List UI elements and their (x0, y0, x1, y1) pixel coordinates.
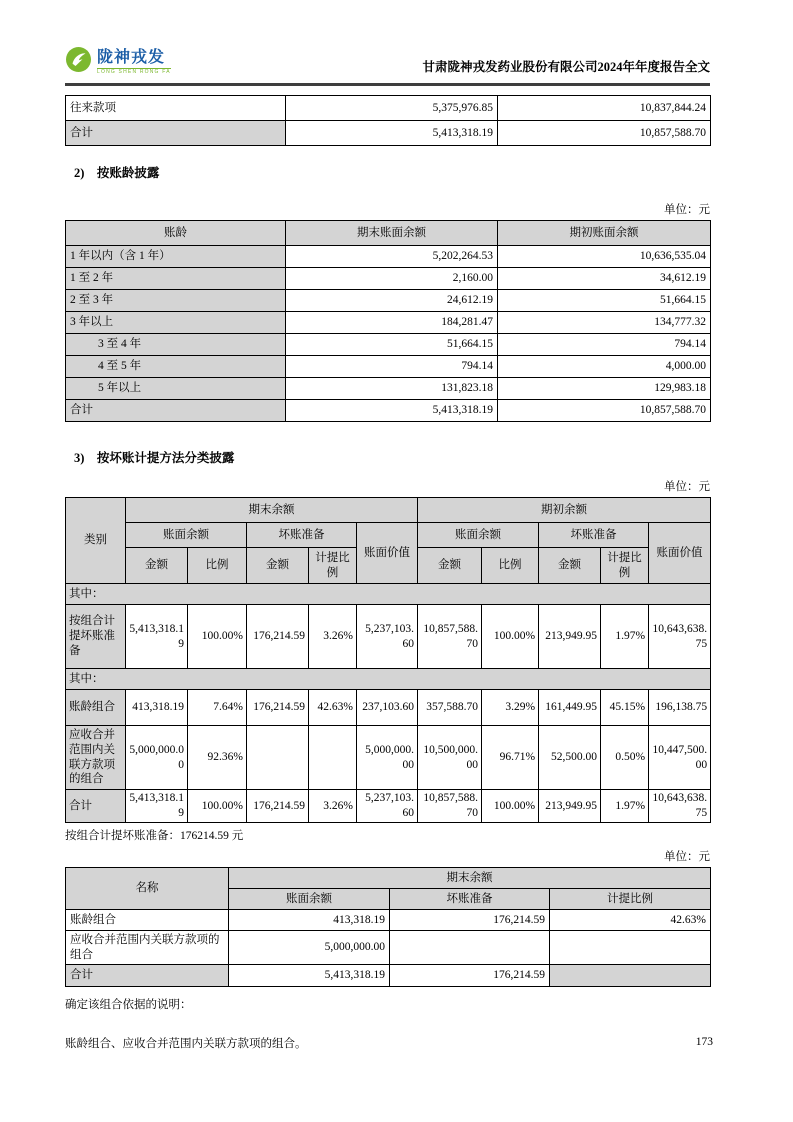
column-header: 期末账面余额 (286, 221, 498, 246)
row-label: 账龄组合 (66, 690, 126, 726)
table-row (66, 378, 711, 400)
cell-begin-balance: 10,857,588.70 (498, 121, 711, 146)
cell-value: 5,000,000.00 (229, 931, 390, 965)
row-label: 1 年以内（含 1 年） (66, 246, 286, 268)
table-header-row (66, 523, 711, 548)
cell-value: 10,500,000.00 (418, 726, 482, 790)
table-header-row (66, 221, 711, 246)
cell-value: 100.00% (482, 605, 539, 669)
column-header: 账龄 (66, 221, 286, 246)
section-heading-method: 3) 按坏账计提方法分类披露 (74, 451, 235, 465)
row-label: 3 年以上 (66, 312, 286, 334)
row-label: 合计 (66, 400, 286, 422)
header-divider (65, 83, 710, 86)
row-label: 往来款项 (66, 96, 286, 121)
cell-value: 5,237,103.60 (357, 605, 418, 669)
table-row (66, 312, 711, 334)
logo-company-name-en: LONG SHEN RONG FA (97, 68, 171, 75)
payables-table (65, 95, 711, 146)
cell-value: 5,000,000.00 (126, 726, 188, 790)
row-label: 2 至 3 年 (66, 290, 286, 312)
column-header-begin-group: 期初余额 (418, 498, 711, 523)
cell-value: 1.97% (601, 790, 649, 823)
row-label: 合计 (66, 790, 126, 823)
cell-value: 5,237,103.60 (357, 790, 418, 823)
portfolio-basis-title: 确定该组合依据的说明： (65, 999, 192, 1011)
cell-begin-balance: 10,636,535.04 (498, 246, 711, 268)
company-logo (65, 46, 171, 78)
table-row (66, 268, 711, 290)
logo-company-name: 陇神戎发 (97, 48, 166, 66)
table-row (66, 931, 711, 965)
cell-value: 42.63% (309, 690, 357, 726)
column-header: 账面余额 (229, 889, 390, 910)
unit-label: 单位：元 (664, 481, 710, 493)
unit-label: 单位：元 (664, 851, 710, 863)
cell-begin-balance: 51,664.15 (498, 290, 711, 312)
cell-value: 10,857,588.70 (418, 605, 482, 669)
column-header-end-group: 期末余额 (126, 498, 418, 523)
table-row (66, 290, 711, 312)
table-row (66, 605, 711, 669)
cell-end-balance: 5,375,976.85 (286, 96, 498, 121)
provision-note: 按组合计提坏账准备：176214.59 元 (65, 830, 244, 842)
row-label: 1 至 2 年 (66, 268, 286, 290)
cell-value: 357,588.70 (418, 690, 482, 726)
cell-end-balance: 2,160.00 (286, 268, 498, 290)
logo-text-block (97, 50, 171, 75)
cell-value (550, 931, 711, 965)
cell-value: 96.71% (482, 726, 539, 790)
row-label: 5 年以上 (66, 378, 286, 400)
page-number: 173 (695, 1036, 713, 1048)
aging-table (65, 220, 711, 422)
cell-value: 213,949.95 (539, 790, 601, 823)
column-header: 坏账准备 (247, 523, 357, 548)
among-label: 其中： (66, 584, 711, 605)
column-header: 金额 (247, 548, 309, 584)
column-header: 金额 (126, 548, 188, 584)
cell-value: 413,318.19 (229, 910, 390, 931)
cell-begin-balance: 129,983.18 (498, 378, 711, 400)
cell-value: 5,413,318.19 (126, 605, 188, 669)
cell-value: 3.26% (309, 605, 357, 669)
among-label: 其中： (66, 669, 711, 690)
report-title: 甘肃陇神戎发药业股份有限公司2024年年度报告全文 (422, 60, 710, 74)
cell-value: 42.63% (550, 910, 711, 931)
column-header: 计提比例 (309, 548, 357, 584)
cell-value: 10,857,588.70 (418, 790, 482, 823)
table-row (66, 356, 711, 378)
row-label: 应收合并范围内关联方款项的组合 (66, 931, 229, 965)
column-header: 金额 (418, 548, 482, 584)
logo-bird-icon (65, 46, 92, 78)
cell-value: 0.50% (601, 726, 649, 790)
table-row-total (66, 965, 711, 987)
column-header: 账面价值 (649, 523, 711, 584)
cell-value: 1.97% (601, 605, 649, 669)
cell-begin-balance: 134,777.32 (498, 312, 711, 334)
table-row-total (66, 790, 711, 823)
table-row (66, 334, 711, 356)
table-row-total (66, 400, 711, 422)
cell-value: 100.00% (482, 790, 539, 823)
cell-value: 10,447,500.00 (649, 726, 711, 790)
row-label: 应收合并范围内关联方款项的组合 (66, 726, 126, 790)
unit-label: 单位：元 (664, 204, 710, 216)
page-header (65, 0, 710, 78)
cell-value: 100.00% (188, 605, 247, 669)
cell-begin-balance: 10,837,844.24 (498, 96, 711, 121)
cell-value: 413,318.19 (126, 690, 188, 726)
row-label: 合计 (66, 121, 286, 146)
table-header-row (66, 868, 711, 889)
cell-value: 237,103.60 (357, 690, 418, 726)
table-header-row (66, 498, 711, 523)
cell-value (309, 726, 357, 790)
column-header: 坏账准备 (390, 889, 550, 910)
cell-begin-balance: 794.14 (498, 334, 711, 356)
column-header: 金额 (539, 548, 601, 584)
column-header: 坏账准备 (539, 523, 649, 548)
column-header: 账面余额 (126, 523, 247, 548)
column-header: 账面价值 (357, 523, 418, 584)
cell-begin-balance: 34,612.19 (498, 268, 711, 290)
table-row-total (66, 121, 711, 146)
column-header: 计提比例 (601, 548, 649, 584)
cell-value: 92.36% (188, 726, 247, 790)
cell-value: 5,000,000.00 (357, 726, 418, 790)
cell-end-balance: 184,281.47 (286, 312, 498, 334)
cell-value: 5,413,318.19 (229, 965, 390, 987)
cell-end-balance: 5,413,318.19 (286, 400, 498, 422)
column-header: 比例 (482, 548, 539, 584)
cell-value: 176,214.59 (247, 605, 309, 669)
row-label: 3 至 4 年 (66, 334, 286, 356)
cell-value: 5,413,318.19 (126, 790, 188, 823)
column-header-category: 类别 (66, 498, 126, 584)
cell-value: 3.26% (309, 790, 357, 823)
table-row (66, 690, 711, 726)
column-header: 期初账面余额 (498, 221, 711, 246)
cell-value: 52,500.00 (539, 726, 601, 790)
table-subsection-row (66, 584, 711, 605)
row-label: 按组合计提坏账准备 (66, 605, 126, 669)
row-label: 4 至 5 年 (66, 356, 286, 378)
cell-value: 176,214.59 (247, 690, 309, 726)
cell-begin-balance: 4,000.00 (498, 356, 711, 378)
column-header: 比例 (188, 548, 247, 584)
cell-end-balance: 5,202,264.53 (286, 246, 498, 268)
table-subsection-row (66, 669, 711, 690)
section-heading-aging: 2) 按账龄披露 (74, 166, 160, 180)
cell-value: 176,214.59 (390, 910, 550, 931)
cell-end-balance: 5,413,318.19 (286, 121, 498, 146)
cell-begin-balance: 10,857,588.70 (498, 400, 711, 422)
cell-end-balance: 794.14 (286, 356, 498, 378)
cell-value (550, 965, 711, 987)
column-header-name: 名称 (66, 868, 229, 910)
table-row (66, 246, 711, 268)
cell-value: 176,214.59 (390, 965, 550, 987)
cell-value: 100.00% (188, 790, 247, 823)
table-row (66, 96, 711, 121)
cell-end-balance: 51,664.15 (286, 334, 498, 356)
row-label: 账龄组合 (66, 910, 229, 931)
cell-value: 161,449.95 (539, 690, 601, 726)
cell-value: 45.15% (601, 690, 649, 726)
cell-value: 196,138.75 (649, 690, 711, 726)
cell-value: 7.64% (188, 690, 247, 726)
cell-value: 176,214.59 (247, 790, 309, 823)
cell-value (247, 726, 309, 790)
row-label: 合计 (66, 965, 229, 987)
table-row (66, 910, 711, 931)
column-header: 计提比例 (550, 889, 711, 910)
bad-debt-method-table (65, 497, 711, 823)
cell-end-balance: 131,823.18 (286, 378, 498, 400)
column-header-end-group: 期末余额 (229, 868, 711, 889)
portfolio-basis-body: 账龄组合、应收合并范围内关联方款项的组合。 (65, 1038, 307, 1050)
cell-value: 10,643,638.75 (649, 605, 711, 669)
cell-value (390, 931, 550, 965)
cell-end-balance: 24,612.19 (286, 290, 498, 312)
cell-value: 3.29% (482, 690, 539, 726)
column-header: 账面余额 (418, 523, 539, 548)
cell-value: 10,643,638.75 (649, 790, 711, 823)
cell-value: 213,949.95 (539, 605, 601, 669)
table-row (66, 726, 711, 790)
portfolio-table (65, 867, 711, 987)
